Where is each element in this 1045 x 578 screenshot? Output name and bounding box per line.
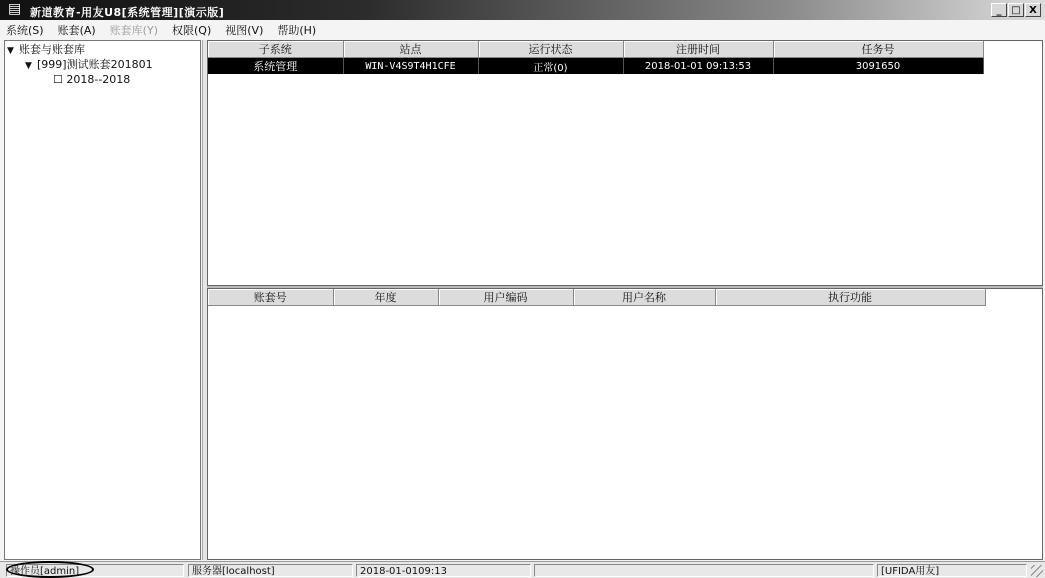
user-activity-table xyxy=(208,289,986,306)
menu-permissions[interactable]: 权限(Q) xyxy=(172,24,212,37)
table-row[interactable] xyxy=(208,58,983,75)
status-datetime: 2018-01-0109:13 xyxy=(356,564,531,577)
menu-view[interactable]: 视图(V) xyxy=(225,24,264,37)
close-button[interactable]: X xyxy=(1025,3,1041,17)
column-header-user-name[interactable]: 用户名称 xyxy=(573,289,715,306)
column-header-register-time[interactable]: 注册时间 xyxy=(623,41,773,58)
user-activity-pane xyxy=(207,288,1043,560)
status-server: 服务器[localhost] xyxy=(188,564,353,577)
status-bar xyxy=(0,561,1045,578)
expand-arrow-icon[interactable]: ▼ xyxy=(25,61,32,71)
window-icon[interactable]: ▤ xyxy=(8,1,22,17)
tree-node-label: 2018--2018 xyxy=(66,73,131,86)
menu-account[interactable]: 账套(A) xyxy=(57,24,96,37)
menu-account-library: 账套库(Y) xyxy=(109,24,158,37)
column-header-function[interactable]: 执行功能 xyxy=(715,289,985,306)
cell-site: WIN-V4S9T4H1CFE xyxy=(343,58,478,75)
cell-task-id: 3091650 xyxy=(773,58,983,75)
tree-node-account[interactable] xyxy=(25,58,153,73)
table-header-row xyxy=(208,41,983,58)
column-header-task-id[interactable]: 任务号 xyxy=(773,41,983,58)
tree-node-root[interactable] xyxy=(7,43,85,58)
expand-arrow-icon[interactable]: ▼ xyxy=(7,46,14,56)
window-controls xyxy=(991,3,1041,17)
status-empty xyxy=(534,564,874,577)
status-operator xyxy=(6,564,184,577)
cell-status: 正常(0) xyxy=(478,58,623,75)
resize-grip-icon[interactable] xyxy=(1031,565,1043,577)
tree-node-year[interactable] xyxy=(53,73,130,87)
table-header-row xyxy=(208,289,985,306)
subsystems-table xyxy=(208,41,984,74)
minimize-button[interactable]: _ xyxy=(991,3,1007,17)
status-brand: [UFIDA用友] xyxy=(877,564,1027,577)
maximize-button[interactable]: □ xyxy=(1008,3,1024,17)
status-operator-text: 操作员[admin] xyxy=(10,566,80,577)
column-header-account-id[interactable]: 账套号 xyxy=(208,289,333,306)
window-title: 新道教育-用友U8[系统管理][演示版] xyxy=(30,6,225,19)
tree-node-label: 账套与账套库 xyxy=(19,43,85,56)
column-header-status[interactable]: 运行状态 xyxy=(478,41,623,58)
running-subsystems-pane xyxy=(207,40,1043,286)
title-bar[interactable] xyxy=(0,0,1045,20)
tree-node-label: [999]测试账套201801 xyxy=(37,58,153,71)
checkbox-icon[interactable]: ☐ xyxy=(53,73,63,86)
column-header-user-code[interactable]: 用户编码 xyxy=(438,289,573,306)
column-header-year[interactable]: 年度 xyxy=(333,289,438,306)
menu-system[interactable]: 系统(S) xyxy=(6,24,44,37)
account-tree[interactable] xyxy=(4,40,201,560)
cell-subsystem: 系统管理 xyxy=(208,58,343,75)
menu-help[interactable]: 帮助(H) xyxy=(277,24,317,37)
column-header-subsystem[interactable]: 子系统 xyxy=(208,41,343,58)
cell-register-time: 2018-01-01 09:13:53 xyxy=(623,58,773,75)
column-header-site[interactable]: 站点 xyxy=(343,41,478,58)
menu-bar xyxy=(0,22,1045,39)
